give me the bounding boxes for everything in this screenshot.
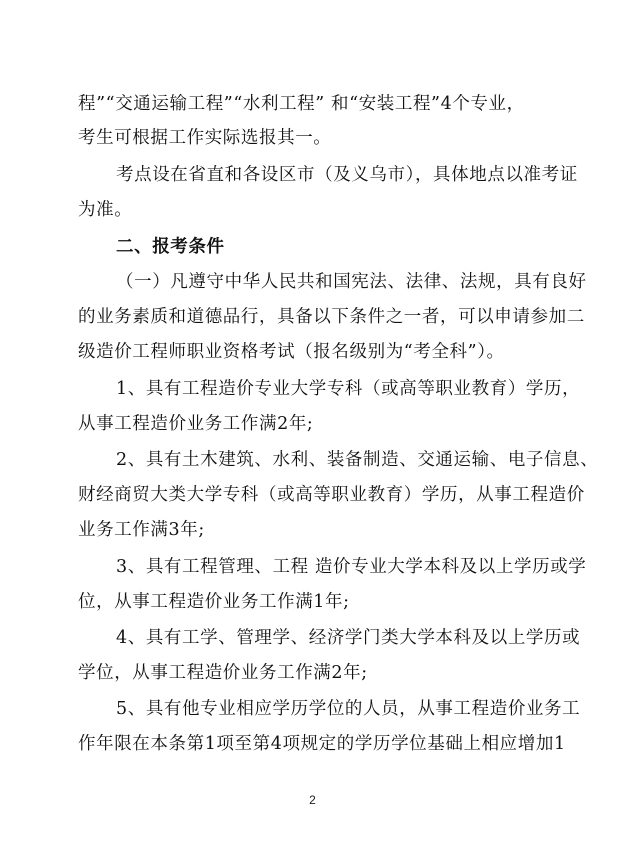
body-text-line: （一）凡遵守中华人民共和国宪法、法律、法规，具有良好: [116, 272, 587, 292]
body-text-line: 作年限在本条第1项至第4项规定的学历学位基础上相应增加1: [78, 734, 566, 754]
body-text-line: 考生可根据工作实际选报其一。: [78, 128, 332, 148]
section-heading: 二、报考条件: [116, 237, 225, 257]
body-text-line: 程”“交通运输工程”“水利工程” 和“安装工程”4个专业，: [78, 94, 525, 114]
body-text-line: 4、具有工学、管理学、经济学门类大学本科及以上学历或: [116, 628, 581, 648]
body-text-line: 位，从事工程造价业务工作满1年;: [78, 592, 350, 612]
body-text-line: 为准。: [78, 200, 133, 220]
body-text-line: 3、具有工程管理、工程 造价专业大学本科及以上学历或学: [116, 557, 587, 577]
body-text-line: 级造价工程师职业资格考试（报名级别为“考全科”）。: [78, 342, 505, 362]
body-text-line: 2、具有土木建筑、水利、装备制造、交通运输、电子信息、: [116, 450, 599, 470]
body-text-line: 5、具有他专业相应学历学位的人员，从事工程造价业务工: [116, 699, 581, 719]
body-text-line: 学位，从事工程造价业务工作满2年;: [78, 663, 368, 683]
body-text-line: 财经商贸大类大学专科（或高等职业教育）学历，从事工程造价: [78, 485, 585, 505]
body-text-line: 考点设在省直和各设区市（及义乌市），具体地点以准考证: [116, 165, 578, 185]
page-number: 2: [309, 793, 316, 807]
body-text-line: 1、具有工程造价专业大学专科（或高等职业教育）学历，: [116, 379, 581, 399]
body-text-line: 从事工程造价业务工作满2年;: [78, 414, 314, 434]
body-text-line: 的业务素质和道德品行，具备以下条件之一者，可以申请参加二: [78, 307, 585, 327]
body-text-line: 业务工作满3年;: [78, 520, 205, 540]
